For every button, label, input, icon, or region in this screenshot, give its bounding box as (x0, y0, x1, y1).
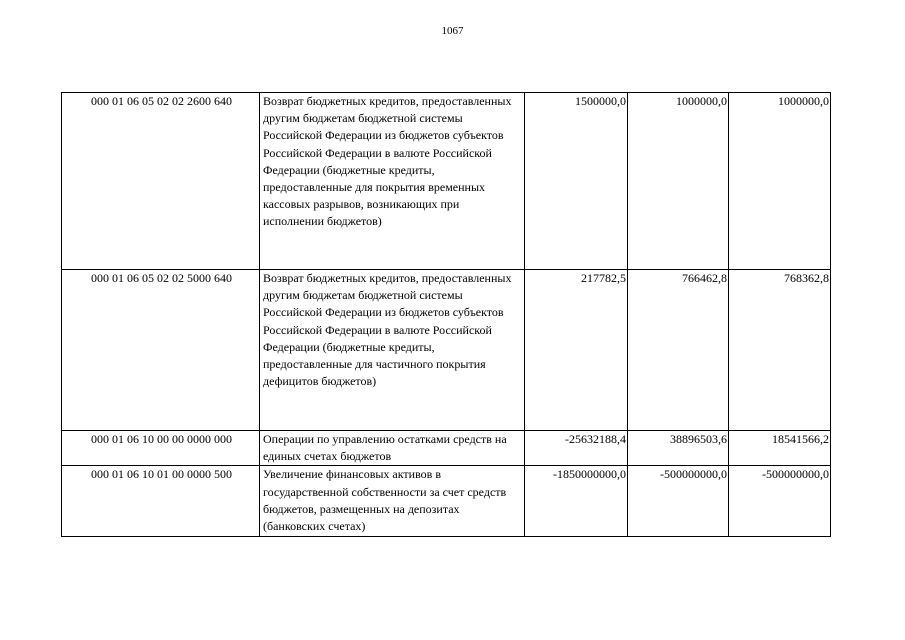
table-row (62, 270, 831, 431)
budget-code-cell: 000 01 06 10 01 00 0000 500 (62, 466, 260, 537)
value-cell-1: -25632188,4 (525, 431, 628, 466)
value-cell-1: 217782,5 (525, 270, 628, 431)
budget-code-cell: 000 01 06 05 02 02 5000 640 (62, 270, 260, 431)
value-cell-3: 18541566,2 (729, 431, 831, 466)
value-cell-2: 38896503,6 (628, 431, 729, 466)
value-cell-1: -1850000000,0 (525, 466, 628, 537)
description-cell: Увеличение финансовых активов в государственной собственности за счет средств бюджетов, размещенных на депозитах (банковских счетах) (260, 466, 525, 537)
budget-code-cell: 000 01 06 10 00 00 0000 000 (62, 431, 260, 466)
value-cell-3: -500000000,0 (729, 466, 831, 537)
table-row (62, 93, 831, 270)
description-cell: Возврат бюджетных кредитов, предоставленных другим бюджетам бюджетной системы Российской Федерации из бюджетов субъектов Российской Федерации в валюте Российской Федерации (бюджетные кредиты, предоставленные для покрытия временных кассовых разрывов, возникающих при исполнении бюджетов) (260, 93, 525, 270)
value-cell-3: 1000000,0 (729, 93, 831, 270)
value-cell-2: 1000000,0 (628, 93, 729, 270)
value-cell-2: -500000000,0 (628, 466, 729, 537)
description-cell: Операции по управлению остатками средств на единых счетах бюджетов (260, 431, 525, 466)
value-cell-3: 768362,8 (729, 270, 831, 431)
value-cell-1: 1500000,0 (525, 93, 628, 270)
description-cell: Возврат бюджетных кредитов, предоставленных другим бюджетам бюджетной системы Российской Федерации из бюджетов субъектов Российской Федерации в валюте Российской Федерации (бюджетные кредиты, предоставленные для частичного покрытия дефицитов бюджетов) (260, 270, 525, 431)
page-number: 1067 (441, 25, 464, 37)
table-row (62, 431, 831, 466)
budget-code-cell: 000 01 06 05 02 02 2600 640 (62, 93, 260, 270)
value-cell-2: 766462,8 (628, 270, 729, 431)
budget-table (61, 92, 831, 537)
table-row (62, 466, 831, 537)
